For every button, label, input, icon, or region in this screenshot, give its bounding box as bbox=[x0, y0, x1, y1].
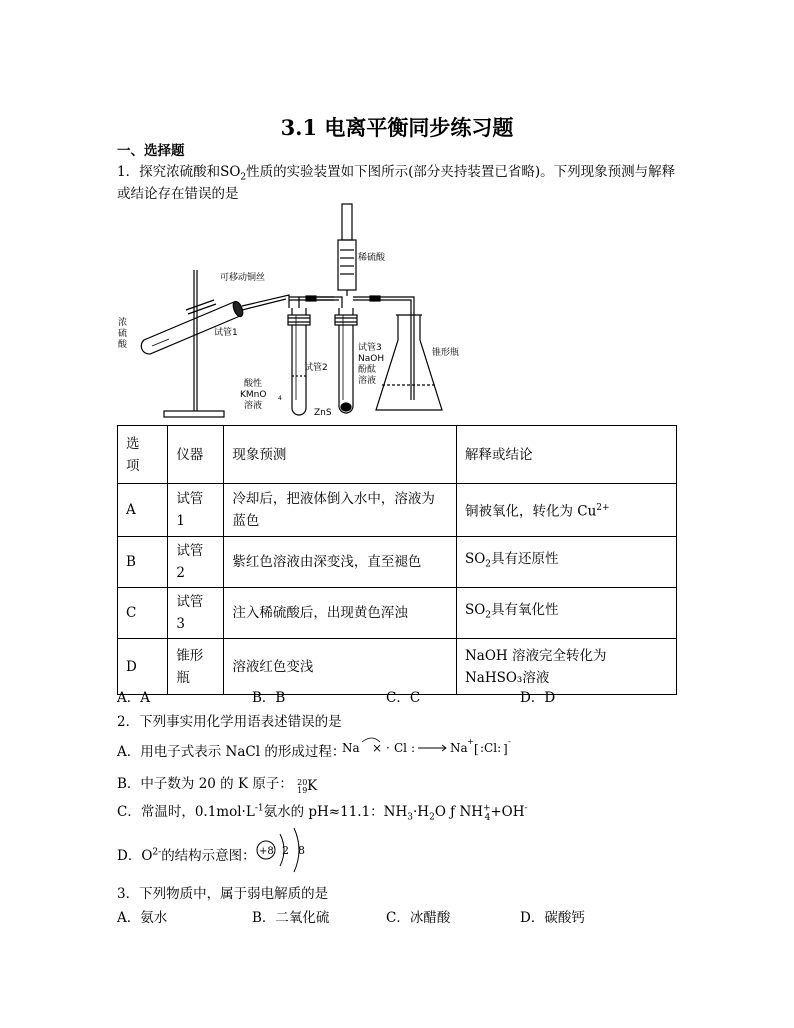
label-tube2: 试管2 bbox=[304, 363, 328, 373]
svg-text:+8: +8 bbox=[259, 846, 274, 857]
cell: B bbox=[118, 537, 168, 588]
label-conc3: 酸 bbox=[118, 340, 128, 350]
q3-stem: 3．下列物质中，属于弱电解质的是 bbox=[117, 886, 329, 902]
cell: A bbox=[118, 484, 168, 537]
label-kmno4: KMnO bbox=[240, 390, 267, 400]
cell: $SO_2$具有还原性 bbox=[456, 537, 676, 588]
tube3 bbox=[335, 308, 357, 413]
table-row bbox=[118, 537, 677, 588]
q1-option-d: D．D bbox=[520, 690, 556, 706]
q3-option-a: A．氨水 bbox=[117, 910, 168, 926]
header-explanation: 解释或结论 bbox=[456, 426, 676, 484]
label-tube1: 试管1 bbox=[214, 328, 238, 338]
svg-text::Cl:: :Cl: bbox=[480, 741, 502, 755]
label-flask: 锥形瓶 bbox=[432, 348, 460, 358]
table-row bbox=[118, 588, 677, 639]
q3-option-b: B．二氧化硫 bbox=[252, 910, 330, 926]
q1-option-a: A．A bbox=[117, 690, 150, 706]
svg-text:Cl: Cl bbox=[394, 741, 408, 755]
label-acidic: 酸性 bbox=[244, 379, 263, 389]
label-movable-wire: 可移动铜丝 bbox=[220, 273, 266, 283]
header-option: 选 项 bbox=[118, 426, 168, 484]
q3-option-d: D．碳酸钙 bbox=[520, 910, 585, 926]
cell: 试管 3 bbox=[168, 588, 224, 639]
cell: 注入稀硫酸后，出现黄色浑浊 bbox=[224, 588, 457, 639]
syringe bbox=[338, 204, 356, 296]
label-phenol2: 溶液 bbox=[358, 376, 377, 386]
label-naoh: NaOH bbox=[358, 354, 385, 364]
q2-option-d: D．$O^{2-}$的结构示意图： bbox=[117, 847, 256, 864]
cell: 紫红色溶液由深变浅，直至褪色 bbox=[224, 537, 457, 588]
tube2 bbox=[288, 308, 310, 415]
page-title: 3.1 电离平衡同步练习题 bbox=[280, 115, 514, 140]
q1-stem-line2: 或结论存在错误的是 bbox=[117, 186, 239, 202]
q3-option-c: C．冰醋酸 bbox=[386, 910, 451, 926]
svg-text:[: [ bbox=[474, 742, 479, 756]
table-header-row bbox=[118, 426, 677, 484]
svg-text:-: - bbox=[508, 737, 511, 746]
cell: 试管 2 bbox=[168, 537, 224, 588]
label-solution: 溶液 bbox=[244, 401, 263, 411]
svg-text:2: 2 bbox=[282, 844, 289, 857]
svg-text:+: + bbox=[467, 737, 474, 746]
cell: $SO_2$具有氧化性 bbox=[456, 588, 676, 639]
nacl-formation-equation bbox=[342, 732, 522, 760]
svg-text:8: 8 bbox=[298, 844, 305, 857]
cell: 冷却后，把液体倒入水中，溶液为蓝色 bbox=[224, 484, 457, 537]
label-conc1: 浓 bbox=[118, 318, 128, 328]
cell: NaOH 溶液完全转化为 NaHSO₃溶液 bbox=[456, 639, 676, 695]
table-row bbox=[118, 484, 677, 537]
cell: 铜被氧化，转化为 $Cu^{2+}$ bbox=[456, 484, 676, 537]
cell: 溶液红色变浅 bbox=[224, 639, 457, 695]
flask bbox=[376, 315, 442, 410]
section-heading: 一、选择题 bbox=[117, 143, 185, 159]
q2-option-b: B．中子数为 20 的 K 原子： 20 19 K bbox=[117, 776, 318, 795]
cell: 试管 1 bbox=[168, 484, 224, 537]
label-conc2: 硫 bbox=[118, 329, 128, 339]
cell: D bbox=[118, 639, 168, 695]
stand-base bbox=[164, 411, 224, 417]
oxygen-ion-structure bbox=[252, 824, 312, 874]
svg-text:Na: Na bbox=[450, 741, 468, 755]
svg-text:Na: Na bbox=[342, 741, 360, 755]
q2-option-a: A．用电子式表示 NaCl 的形成过程： bbox=[117, 744, 346, 760]
svg-text:4: 4 bbox=[278, 395, 282, 402]
label-phenol1: 酚酞 bbox=[358, 365, 377, 375]
q1-stem-line1: 1．探究浓硫酸和$SO_2$性质的实验装置如下图所示(部分夹持装置已省略)。下列现象预测与解释 bbox=[117, 164, 676, 183]
q2-stem: 2．下列事实用化学用语表述错误的是 bbox=[117, 714, 342, 730]
header-instrument: 仪器 bbox=[168, 426, 224, 484]
cell: 锥形瓶 bbox=[168, 639, 224, 695]
header-prediction: 现象预测 bbox=[224, 426, 457, 484]
svg-text:]: ] bbox=[503, 742, 508, 756]
svg-text:×: × bbox=[372, 741, 383, 755]
q2-option-c: C．常温时，$0.1mol\cdot L^{-1}$氨水的 pH≈11.1：$NH_3\cdot H_2O$ ƒ $NH^+_4+OH^-$ bbox=[117, 803, 528, 823]
svg-text:·: · bbox=[386, 741, 390, 755]
cell: C bbox=[118, 588, 168, 639]
svg-text::: : bbox=[411, 741, 416, 755]
q1-table bbox=[117, 425, 677, 695]
label-dilute: 稀硫酸 bbox=[358, 253, 386, 263]
label-zns: ZnS bbox=[314, 408, 332, 418]
q1-option-b: B．B bbox=[252, 690, 286, 706]
apparatus-diagram bbox=[114, 200, 684, 422]
q1-option-c: C．C bbox=[386, 690, 421, 706]
label-tube3: 试管3 bbox=[358, 343, 382, 353]
